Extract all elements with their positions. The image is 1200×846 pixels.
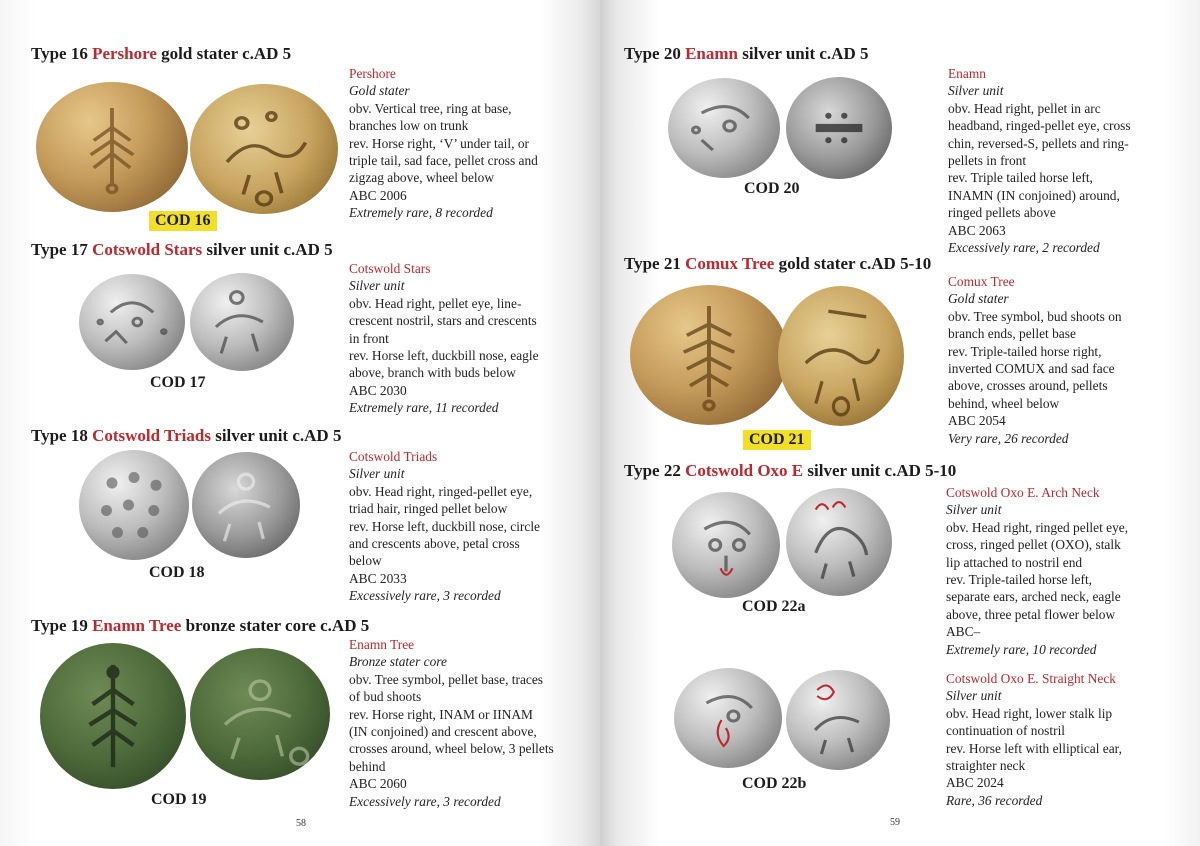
cod17-caption: COD 17: [150, 374, 206, 391]
type-22-heading: Type 22 Cotswold Oxo E silver unit c.AD 5-10: [624, 461, 957, 480]
type-22b-description: Cotswold Oxo E. Straight Neck Silver unit obv. Head right, lower stalk lip continuation of nostril rev. Horse left with elliptical ear, straighter neck ABC 2024 Rare, 36 recorded: [946, 671, 1122, 808]
type-20-description: Enamn Silver unit obv. Head right, pellet in arc headband, ringed-pellet eye, cross chin, reversed-S, pellets and ring- pellets in front rev. Triple tailed horse left, INAMN (IN conjoined) around, ringed pellets above ABC 2063 Excessively rare, 2 recorded: [948, 66, 1131, 256]
type-21-heading: Type 21 Comux Tree gold stater c.AD 5-10: [624, 254, 932, 273]
cod16-obverse-coin-image: [36, 82, 188, 212]
cod16-caption: COD 16: [149, 211, 217, 231]
cod19-reverse-coin-image: [190, 648, 330, 780]
cod17-reverse-coin-image: [190, 273, 294, 371]
cod22b-caption: COD 22b: [742, 775, 807, 792]
cod22a-caption: COD 22a: [742, 598, 806, 615]
type-18-heading: Type 18 Cotswold Triads silver unit c.AD 5: [31, 426, 342, 445]
page-number-right: 59: [890, 817, 900, 828]
type-22a-description: Cotswold Oxo E. Arch Neck Silver unit obv. Head right, ringed pellet eye, cross, ringed pellet (OXO), stalk lip attached to nostril end rev. Triple-tailed horse left, separate ears, arched neck, eagle above, three petal flower below ABC– Extremely rare, 10 recorded: [946, 485, 1129, 657]
page-number-left: 58: [296, 818, 306, 829]
type-18-description: Cotswold Triads Silver unit obv. Head right, ringed-pellet eye, triad hair, ringed pellet below rev. Horse left, duckbill nose, circle and crescents above, petal cross below ABC 2033 Excessively rare, 3 recorded: [349, 449, 540, 604]
cod20-reverse-coin-image: [786, 77, 892, 179]
right-page: [600, 0, 1200, 846]
cod19-obverse-coin-image: [40, 643, 186, 789]
cod22b-obverse-coin-image: [674, 668, 782, 768]
cod20-obverse-coin-image: [668, 78, 780, 178]
cod21-reverse-coin-image: [778, 286, 904, 426]
cod21-obverse-coin-image: [630, 285, 788, 425]
cod21-caption: COD 21: [743, 430, 811, 450]
cod22a-obverse-coin-image: [672, 492, 780, 598]
cod18-obverse-coin-image: [79, 450, 189, 560]
type-19-heading: Type 19 Enamn Tree bronze stater core c.AD 5: [31, 616, 370, 635]
type-16-heading: Type 16 Pershore gold stater c.AD 5: [31, 44, 292, 63]
type-17-description: Cotswold Stars Silver unit obv. Head right, pellet eye, line- crescent nostril, stars and crescents in front rev. Horse left, duckbill nose, eagle above, branch with buds below ABC 2030 Extremely rare, 11 recorded: [349, 261, 539, 416]
cod19-caption: COD 19: [151, 791, 207, 808]
type-19-description: Enamn Tree Bronze stater core obv. Tree symbol, pellet base, traces of bud shoots rev. Horse right, INAM or IINAM (IN conjoined) and crescent above, crosses around, wheel below, 3 pellets behind ABC 2060 Excessively rare, 3 recorded: [349, 637, 554, 809]
cod18-reverse-coin-image: [192, 452, 300, 558]
cod20-caption: COD 20: [744, 180, 800, 197]
cod22a-reverse-coin-image: [786, 488, 892, 596]
cod18-caption: COD 18: [149, 564, 205, 581]
cod16-reverse-coin-image: [190, 84, 338, 214]
cod17-obverse-coin-image: [79, 274, 185, 370]
type-20-heading: Type 20 Enamn silver unit c.AD 5: [624, 44, 869, 63]
type-16-description: Pershore Gold stater obv. Vertical tree, ring at base, branches low on trunk rev. Horse right, ‘V’ under tail, or triple tail, sad face, pellet cross and zigzag above, wheel below ABC 2006 Extremely rare, 8 recorded: [349, 66, 538, 221]
type-17-heading: Type 17 Cotswold Stars silver unit c.AD 5: [31, 240, 333, 259]
type-21-description: Comux Tree Gold stater obv. Tree symbol, bud shoots on branch ends, pellet base rev. Triple-tailed horse right, inverted COMUX and sad face above, crosses around, pellets behind, wheel below ABC 2054 Very rare, 26 recorded: [948, 274, 1122, 446]
cod22b-reverse-coin-image: [786, 670, 890, 770]
